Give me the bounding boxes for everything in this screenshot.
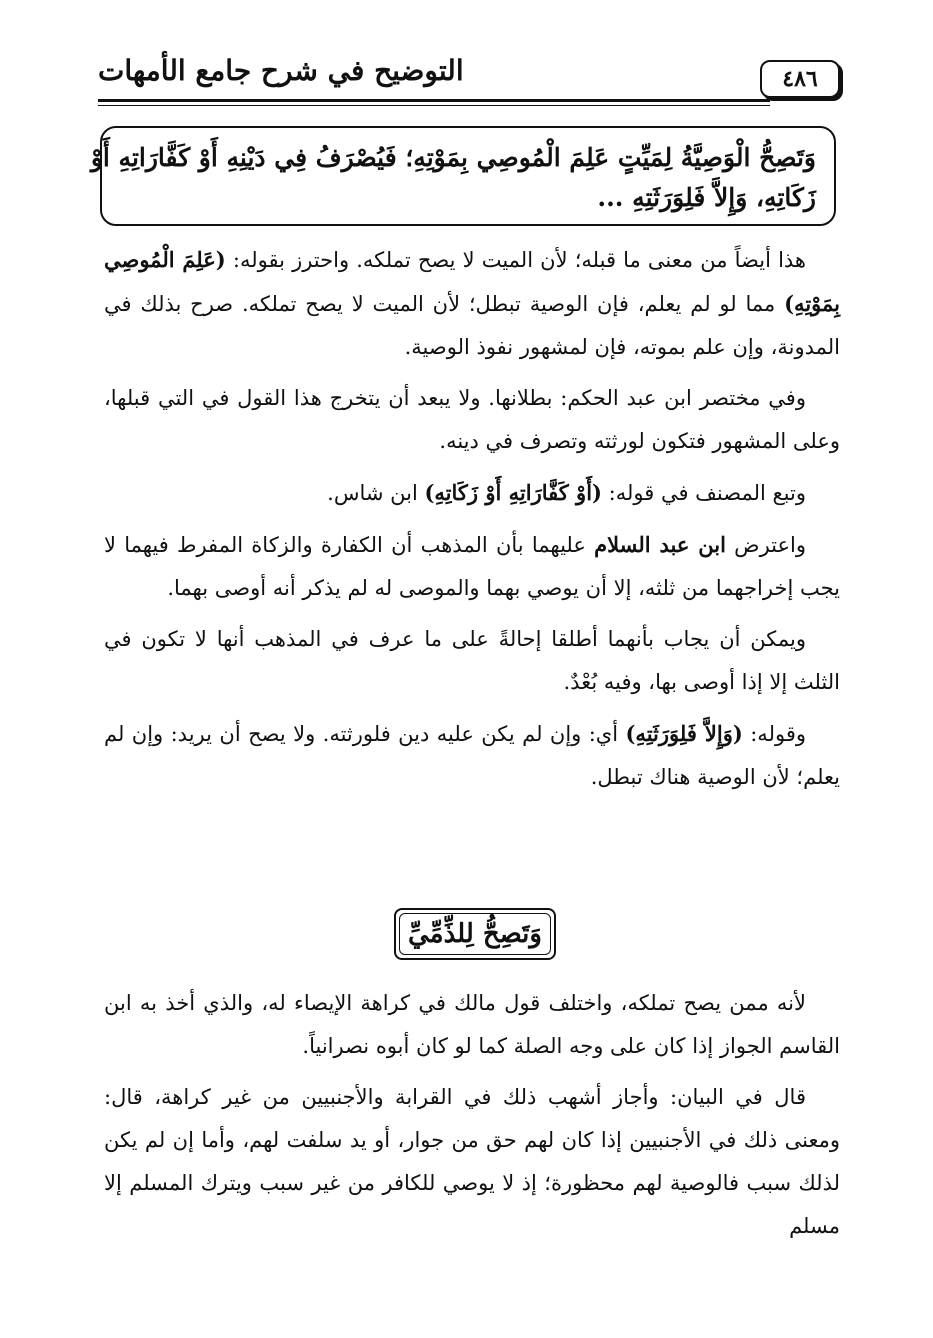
commentary-section-1 — [104, 238, 840, 799]
section-heading-box — [394, 908, 556, 960]
paragraph — [104, 1076, 840, 1248]
paragraph-text: مما لو لم يعلم، فإن الوصية تبطل؛ لأن الميت لا يصح تملكه. صرح بذلك في المدونة، وإن علم بموته، فإن لمشهور نفوذ الوصية. — [104, 292, 840, 359]
paragraph-text: ابن شاس. — [327, 481, 425, 505]
header-rule — [98, 99, 770, 102]
commentary-section-2 — [104, 982, 840, 1248]
paragraph-text: عليهما بأن المذهب أن الكفارة والزكاة المفرط فيهما لا يجب إخراجهما من ثلثه، إلا أن يوصي بهما والموصى له لم يذكر أنه أوصى بهما. — [104, 533, 840, 600]
paragraph — [104, 471, 840, 515]
paragraph-text: وتبع المصنف في قوله: — [601, 481, 806, 505]
paragraph — [104, 982, 840, 1068]
section-heading: وَتَصِحُّ لِلذِّمِّيِّ — [408, 919, 542, 949]
header-rule-thin — [98, 105, 770, 106]
paragraph-text: قال في البيان: وأجاز أشهب ذلك في القرابة والأجنبيين من غير كراهة، قال: ومعنى ذلك في الأجنبيين إذا كان لهم حق من جوار، أو يد سلفت لهم، وأما إن لم يكن لذلك سبب فالوصية لهم محظورة؛ إذ لا يوصي للكافر من غير سبب ويترك المسلم إلا مسلم — [104, 1085, 840, 1238]
paragraph — [104, 523, 840, 610]
paragraph-text: لأنه ممن يصح تملكه، واختلف قول مالك في كراهة الإيصاء له، والذي أخذ به ابن القاسم الجواز إذا كان على وجه الصلة كما لو كان أبوه نصرانياً. — [104, 991, 840, 1058]
matn-line: وَتَصِحُّ الْوَصِيَّةُ لِمَيِّتٍ عَلِمَ الْمُوصِي بِمَوْتِهِ؛ فَيُصْرَفُ فِي دَيْنِهِ أَوْ كَفَّارَاتِهِ أَوْ — [90, 143, 816, 172]
page-number: ٤٨٦ — [760, 60, 840, 98]
paragraph-text: واعترض — [725, 533, 806, 557]
page-header — [98, 48, 840, 104]
running-title: التوضيح في شرح جامع الأمهات — [98, 54, 464, 87]
paragraph — [104, 377, 840, 463]
matn-box — [90, 126, 836, 226]
paragraph-text: ويمكن أن يجاب بأنهما أطلقا إحالةً على ما عرف في المذهب أنها لا تكون في الثلث إلا إذا أوصى بها، وفيه بُعْدٌ. — [104, 627, 840, 694]
paragraph-text: هذا أيضاً من معنى ما قبله؛ لأن الميت لا يصح تملكه. واحترز بقوله: — [225, 248, 807, 272]
paragraph — [104, 712, 840, 799]
paragraph — [104, 238, 840, 369]
paragraph-text: أي: وإن لم يكن عليه دين فلورثته. ولا يصح أن يريد: وإن لم يعلم؛ لأن الوصية هناك تبطل. — [104, 722, 840, 789]
paragraph-text: وفي مختصر ابن عبد الحكم: بطلانها. ولا يبعد أن يتخرج هذا القول في التي قبلها، وعلى المشهور فتكون لورثته وتصرف في دينه. — [104, 386, 840, 453]
paragraph-text: وقوله: — [742, 722, 806, 746]
paragraph — [104, 618, 840, 704]
matn-quote: (أَوْ كَفَّارَاتِهِ أَوْ زَكَاتِهِ) — [424, 480, 602, 505]
matn-line: زَكَاتِهِ، وَإِلاَّ فَلِوَرَثَتِهِ ... — [597, 183, 816, 212]
matn-quote: (عَلِمَ الْمُوصِي بِمَوْتِهِ) — [104, 247, 840, 316]
scholar-name: ابن عبد السلام — [594, 532, 726, 557]
matn-quote: (وَإِلاَّ فَلِوَرَثَتِهِ) — [625, 721, 743, 746]
